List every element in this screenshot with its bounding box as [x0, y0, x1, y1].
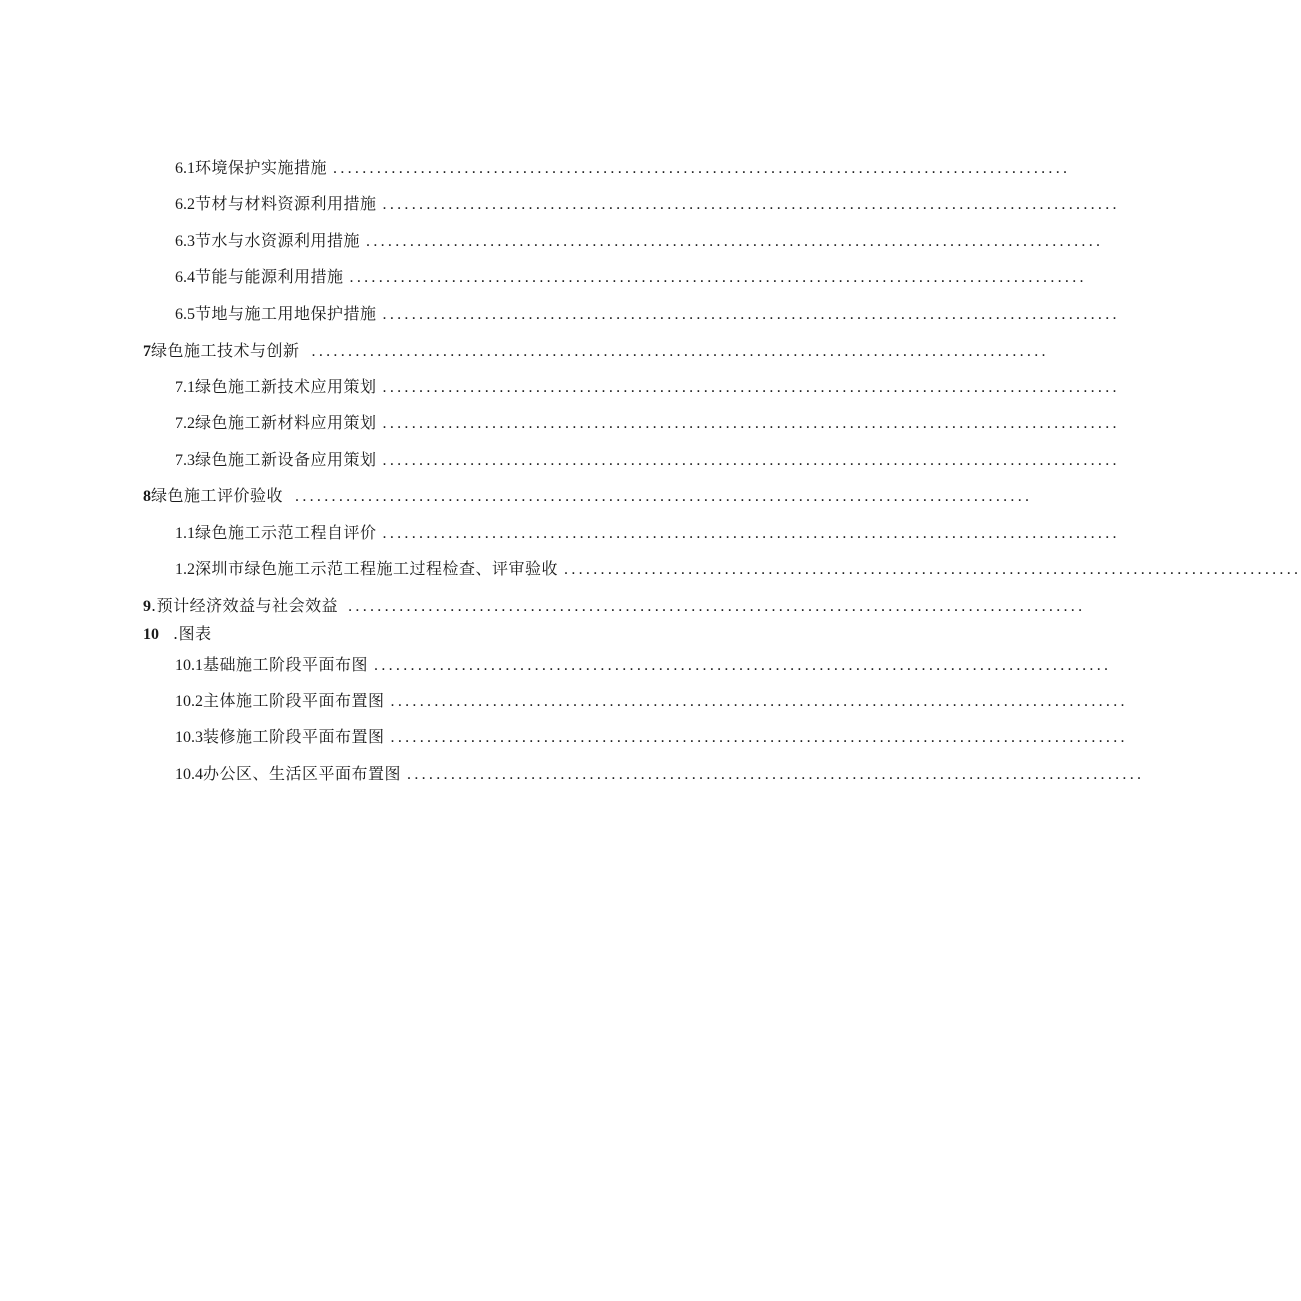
toc-entry-title: 环境保护实施措施	[195, 158, 328, 177]
toc-dot-leader: .....................................................................................................	[333, 160, 1071, 177]
toc-dot-leader: .....................................................................................................	[374, 657, 1112, 674]
toc-entry-10[interactable]	[143, 622, 797, 646]
toc-entry-number: 6.2	[175, 196, 195, 213]
toc-entry-10-1[interactable]	[175, 653, 1112, 677]
toc-dot-leader: .....................................................................................................	[382, 452, 1120, 469]
toc-entry-title: 节材与材料资源利用措施	[195, 194, 377, 213]
toc-entry-number: 7.2	[175, 415, 195, 432]
toc-entry-number: 10.4	[175, 766, 203, 783]
toc-entry-title: 装修施工阶段平面布置图	[203, 727, 385, 746]
toc-entry-title: 深圳市绿色施工示范工程施工过程检查、评审验收	[195, 559, 559, 578]
toc-entry-1-2[interactable]	[175, 557, 1301, 581]
toc-entry-number: 7.3	[175, 452, 195, 469]
toc-entry-number: 1.2	[175, 561, 195, 578]
toc-entry-title: 节水与水资源利用措施	[195, 231, 361, 250]
toc-entry-number: 6.3	[175, 233, 195, 250]
toc-entry-number: 10.2	[175, 693, 203, 710]
toc-dot-leader: .....................................................................................................	[390, 729, 1128, 746]
toc-entry-1-1[interactable]	[175, 521, 1120, 545]
toc-entry-7[interactable]	[143, 339, 1049, 363]
toc-dot-leader: .....................................................................................................	[382, 379, 1120, 396]
toc-entry-title: 绿色施工技术与创新	[151, 341, 300, 360]
toc-entry-title: 绿色施工新技术应用策划	[195, 377, 377, 396]
toc-entry-title: 节地与施工用地保护措施	[195, 304, 377, 323]
toc-entry-6-4[interactable]	[175, 265, 1087, 289]
toc-dot-leader: .....................................................................................................	[382, 306, 1120, 323]
toc-entry-10-4[interactable]	[175, 762, 1145, 786]
toc-dot-leader: .....................................................................................................	[407, 766, 1145, 783]
toc-entry-number: 10.1	[175, 657, 203, 674]
toc-dot-leader: .....................................................................................................	[382, 525, 1120, 542]
toc-dot-leader: .....................................................................................................	[564, 561, 1301, 578]
toc-entry-number: 6.4	[175, 269, 195, 286]
toc-entry-title: 主体施工阶段平面布置图	[203, 691, 385, 710]
toc-entry-title: 绿色施工新设备应用策划	[195, 450, 377, 469]
toc-entry-title: 节能与能源利用措施	[195, 267, 344, 286]
toc-dot-leader: .....................................................................................................	[348, 598, 1086, 615]
toc-entry-number: 10	[143, 626, 159, 643]
toc-entry-6-3[interactable]	[175, 229, 1104, 253]
toc-entry-title: 绿色施工示范工程自评价	[195, 523, 377, 542]
toc-entry-9[interactable]	[143, 594, 1086, 618]
toc-entry-number: 10.3	[175, 729, 203, 746]
toc-entry-7-3[interactable]	[175, 448, 1120, 472]
toc-dot-leader: .....................................................................................................	[382, 415, 1120, 432]
toc-dot-leader: .....................................................................................................	[366, 233, 1104, 250]
toc-entry-number: 7.1	[175, 379, 195, 396]
toc-entry-title: .图表	[173, 624, 212, 643]
toc-entry-title: 绿色施工评价验收	[151, 486, 284, 505]
toc-entry-number: 8	[143, 488, 151, 505]
toc-entry-10-3[interactable]	[175, 725, 1128, 749]
toc-entry-8[interactable]	[143, 484, 1033, 508]
toc-dot-leader: .....................................................................................................	[295, 488, 1033, 505]
toc-entry-number: 6.1	[175, 160, 195, 177]
toc-dot-leader: .....................................................................................................	[382, 196, 1120, 213]
toc-entry-number: 9	[143, 598, 151, 615]
toc-entry-title: .预计经济效益与社会效益	[151, 596, 339, 615]
toc-entry-number: 1.1	[175, 525, 195, 542]
toc-dot-leader: .....................................................................................................	[311, 343, 1049, 360]
toc-entry-title: 基础施工阶段平面布图	[203, 655, 369, 674]
toc-entry-number: 6.5	[175, 306, 195, 323]
toc-entry-title: 办公区、生活区平面布置图	[203, 764, 402, 783]
toc-entry-10-2[interactable]	[175, 689, 1128, 713]
toc-entry-7-1[interactable]	[175, 375, 1120, 399]
toc-entry-number: 7	[143, 343, 151, 360]
toc-entry-6-1[interactable]	[175, 156, 1071, 180]
toc-entry-7-2[interactable]	[175, 411, 1120, 435]
toc-entry-6-5[interactable]	[175, 302, 1120, 326]
toc-entry-6-2[interactable]	[175, 192, 1120, 216]
toc-dot-leader: .....................................................................................................	[349, 269, 1087, 286]
toc-dot-leader: .....................................................................................................	[390, 693, 1128, 710]
toc-entry-title: 绿色施工新材料应用策划	[195, 413, 377, 432]
